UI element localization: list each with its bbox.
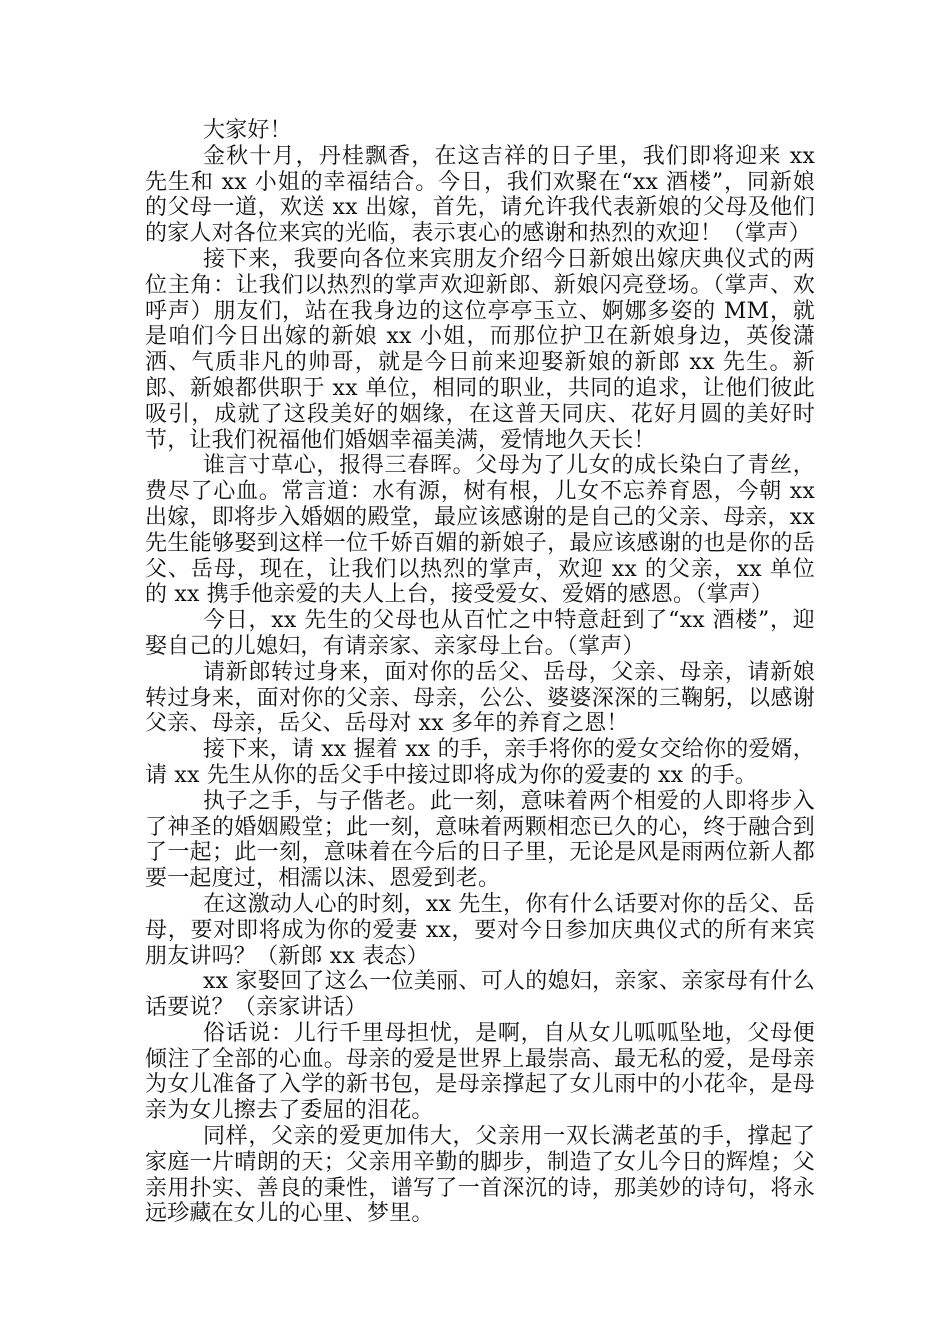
paragraph-9: xx 家娶回了这么一位美丽、可人的媳妇，亲家、亲家母有什么话要说？（亲家讲话） <box>145 969 815 1021</box>
paragraph-11: 同样，父亲的爱更加伟大，父亲用一双长满老茧的手，撑起了家庭一片晴朗的天；父亲用辛勤的脚步，制造了女儿今日的辉煌；父亲用扑实、善良的秉性，谱写了一首深沉的诗，那美妙的诗句，将永远珍藏在女儿的心里、梦里。 <box>145 1124 815 1227</box>
greeting-line: 大家好！ <box>203 118 292 143</box>
document-body <box>145 118 815 1227</box>
paragraph-10: 俗话说：儿行千里母担忧，是啊，自从女儿呱呱坠地，父母便倾注了全部的心血。母亲的爱是世界上最崇高、最无私的爱，是母亲为女儿准备了入学的新书包，是母亲撑起了女儿雨中的小花伞，是母亲为女儿擦去了委屈的泪花。 <box>145 1020 815 1124</box>
paragraph-8: 在这激动人心的时刻，xx 先生，你有什么话要对你的岳父、岳母，要对即将成为你的爱妻 xx，要对今日参加庆典仪式的所有来宾朋友讲吗？（新郎 xx 表态） <box>145 891 815 969</box>
paragraph-2: 接下来，我要向各位来宾朋友介绍今日新娘出嫁庆典仪式的两位主角：让我们以热烈的掌声欢迎新郎、新娘闪亮登场。（掌声、欢呼声）朋友们，站在我身边的这位亭亭玉立、婀娜多姿的 MM，就是咱们今日出嫁的新娘 xx 小姐，而那位护卫在新娘身边，英俊潇洒、气质非凡的帅哥，就是今日前来迎娶新娘的新郎 xx 先生。新郎、新娘都供职于 xx 单位，相同的职业，共同的追求，让他们彼此吸引，成就了这段美好的姻缘，在这普天同庆、花好月圆的美好时节，让我们祝福他们婚姻幸福美满，爱情地久天长！ <box>145 246 815 453</box>
paragraph-4: 今日，xx 先生的父母也从百忙之中特意赶到了“xx 酒楼”，迎娶自己的儿媳妇，有请亲家、亲家母上台。（掌声） <box>145 608 815 659</box>
paragraph-1: 金秋十月，丹桂飘香，在这吉祥的日子里，我们即将迎来 xx 先生和 xx 小姐的幸福结合。今日，我们欢聚在“xx 酒楼”，同新娘的父母一道，欢送 xx 出嫁，首先，请允许我代表新娘的父母及他们的家人对各位来宾的光临，表示衷心的感谢和热烈的欢迎！（掌声） <box>145 143 815 247</box>
paragraph-3: 谁言寸草心，报得三春晖。父母为了儿女的成长染白了青丝，费尽了心血。常言道：水有源，树有根，儿女不忘养育恩，今朝 xx 出嫁，即将步入婚姻的殿堂，最应该感谢的是自己的父亲、母亲，xx 先生能够娶到这样一位千娇百媚的新娘子，最应该感谢的也是你的岳父、岳母，现在，让我们以热烈的掌声，欢迎 xx 的父亲，xx 单位的 xx 携手他亲爱的夫人上台，接受爱女、爱婿的感恩。（掌声） <box>145 453 815 608</box>
paragraph-7: 执子之手，与子偕老。此一刻，意味着两个相爱的人即将步入了神圣的婚姻殿堂；此一刻，意味着两颗相恋已久的心，终于融合到了一起；此一刻，意味着在今后的日子里，无论是风是雨两位新人都要一起度过，相濡以沫、恩爱到老。 <box>145 788 815 892</box>
paragraph-6: 接下来，请 xx 握着 xx 的手，亲手将你的爱女交给你的爱婿，请 xx 先生从你的岳父手中接过即将成为你的爱妻的 xx 的手。 <box>145 737 816 788</box>
paragraph-5: 请新郎转过身来，面对你的岳父、岳母，父亲、母亲，请新娘转过身来，面对你的父亲、母亲，公公、婆婆深深的三鞠躬，以感谢父亲、母亲，岳父、岳母对 xx 多年的养育之恩！ <box>145 659 815 737</box>
